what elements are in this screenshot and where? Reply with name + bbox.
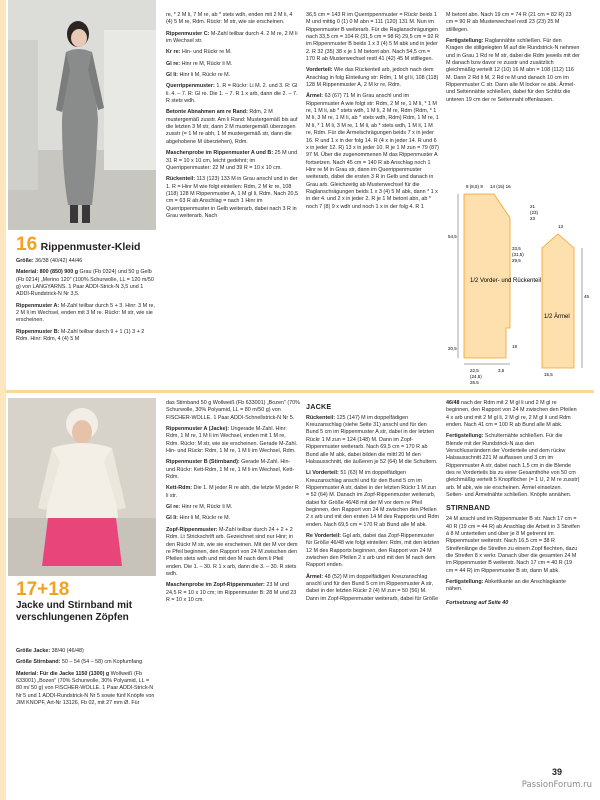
dim-sleeve-bottom: 15,5 <box>544 372 553 377</box>
paragraph: Gl li: Hinr li M, Rückr re M. <box>166 515 231 522</box>
paragraph: Größe: 36/38 (40/42) 44/46 <box>16 258 83 264</box>
body-piece-shape <box>464 194 510 358</box>
paragraph: Maschenprobe im Rippenmuster A und B: 25 M und 31 R = 10 x 10 cm, leicht gedehnt; im Querrippenmuster: 22 M und 39 R = 10 x 10 cm. <box>166 150 298 171</box>
article16-title-block <box>16 232 156 258</box>
paragraph: Größe Stirnband: 50 – 54 (54 – 58) cm Kopfumfang <box>16 659 143 666</box>
paragraph: M betont abn. Nach 19 cm = 74 R (21 cm = 82 R) 23 cm = 90 R ab Musterwechsel restl 23 (23) 25 M stilllegen. <box>446 12 572 33</box>
paragraph: Re Vorderteil: Ggl arb, dabei das Zopf-Rippenmuster für Größe 46/48 wie folgt einteilen: Rdm, mit den letzten 12 M des Rapports beginnen, den Rapport von 24 M zwischen den Pfeilen 2 x arb und mit den M nach dem Rapport enden. <box>306 532 440 569</box>
watermark: PassionForum.ru <box>521 780 592 791</box>
pattern-schematic <box>446 178 594 384</box>
paragraph: Gl re: Hinr re M, Rückr li M. <box>166 60 233 67</box>
paragraph: Gl re: Hinr re M, Rückr li M. <box>166 504 233 511</box>
paragraph: Li Vorderteil: 51 (63) M im doppelfädigen Kreuzanschlag anschl und für den Bund 5 cm im Rippenmuster A str, dabei in der letzten Rückr 1 M zun = 52 (64) M. Danach im Zopf-Rippenmuster weiterarb, dabei für Größe 46/48 mit der M vor dem re Pfeil beginnen, den Rapport von 24 M zwischen den Pfeilen 2 x arb und mit den ersten 14 M des Rapports und Rdm enden. Nach 69,5 cm = 170 R ab Bund alle M abk. <box>306 470 440 528</box>
paragraph: Material: Für die Jacke 1150 (1300) g Wollweiß (Fb 633001) „Bozen" (70% Schurwolle, 30% Polyamid, LL = 80 m/ 50 g) von FISCHER-WOLLE. 1 Paar ADDI-Strick-N Nr 5 und 1 ADDI-Rundstrick-N Nr 5 sowie fünf Knöpfe von JIM KNOPF, Art-Nr 13126, Fb 02, mit 27 mm Ø. Für <box>16 670 155 707</box>
paragraph: Rippenmuster B: M-Zahl teilbar durch 9 + 1 (1) 3 + 2 Rdm. Hinr: Rdm, 4 (4) 5 M <box>16 328 145 343</box>
continuation-note: Fortsetzung auf Seite 40 <box>446 599 509 606</box>
dim-top-left: 8 (8,5) 9 <box>466 184 483 189</box>
paragraph: Fertigstellung: Schulternähte schließen. Für die Blende mit der Rundstrick-N aus den Verschlussrändern der Vorderteile und dem rückw Halsausschnitt 221 M auffassen und 3 cm im Rippenmuster A str, dabei nach 1,5 cm in die Blende des re Vorderteils bis zu einer Gesamthöhe von 50 cm gleichmäßig verteilt 5 Knopflöcher (= 1 U, 2 M re zusstr) arb. M abk, wie sie erscheinen. Ärmel einsetzen. Seiten- und Ärmelnähte schließen. Knöpfe annähen. <box>446 433 580 499</box>
paragraph: Größe Jacke: 38/40 (46/48) <box>16 648 84 654</box>
article16-col4 <box>446 12 580 182</box>
dim-armhole-2: (31,5) <box>512 252 524 257</box>
dim-sleeve-top: 13 <box>558 224 564 229</box>
article17-col4 <box>446 400 580 768</box>
dim-sleeve-length: 45 <box>584 294 590 299</box>
jacket-photo <box>8 398 156 576</box>
article17-title-block <box>16 580 156 642</box>
section-divider <box>6 390 594 393</box>
paragraph: Rippenmuster A (Jacke): Ungerade M-Zahl. Hinr: Rdm, 1 M re, 1 M li im Wechsel, enden mit 1 M re, Rdm. Rückr: M str, wie sie erscheinen. Gerade M-Zahl. Hin- und Rückr: Rdm, 1 M re, 1 M li im Wechsel, Rdm. <box>166 426 298 455</box>
dim-left-height: 54,5 <box>448 234 457 239</box>
paragraph: das Stirnband 50 g Wollweiß (Fb 633001) „Bozen" (70% Schurwolle, 30% Polyamid, LL = 80 m/50 g) von FISCHER-WOLLE. 1 Paar ADDI-Schnellstrick-N Nr 5. <box>166 400 300 421</box>
page-number: 39 <box>551 766 562 777</box>
dim-bottom-width-2: (24,5) <box>470 374 482 379</box>
jacke-heading: JACKE <box>306 402 332 411</box>
dim-armhole-3: 29,5 <box>512 258 521 263</box>
dim-right-top: 21 <box>530 204 536 209</box>
article16-col2 <box>166 12 300 384</box>
side-accent-stripe <box>0 0 6 800</box>
paragraph: Rippenmuster B (Stirnband): Gerade M-Zahl. Hin- und Rückr: Kett-Rdm, 1 M re, 1 M li im Wechsel, Kett-Rdm. <box>166 459 295 481</box>
paragraph: Ärmel: 48 (52) M im doppelfädigen Kreuzanschlag anschl und für den Bund 5 cm im Rippenmuster A str, dabei in der letzten Rückr 2 (4) M zun = 50 (56) M. Dann im Zopf-Rippenmuster weiterarb, dabei für Größe <box>306 573 439 602</box>
article17-col2 <box>166 400 300 780</box>
paragraph: Kett-Rdm: Die 1. M jeder R re abh, die letzte M jeder R li str. <box>166 485 299 499</box>
jacket-photo-illustration <box>8 398 156 576</box>
paragraph: 36,5 cm = 143 R im Querrippenmuster = Rückr beids 1 M und mittig 0 (1) 0 M abn = 111 (120) 131 M. Nun im Rippenmuster B weiterarb. Für die Raglanschrägungen nach 33,5 cm = 104 R (31,5 cm = 98 R) 29,5 cm = 92 R im Rippenmuster B beids 1 x 3 (4) 5 M abk und in jeder 2. R 32 (35) 38 x je 1 M betont abn. Nach 54,5 cm = 170 R ab Musterwechsel restl 41 (42) 45 M stilllegen. <box>306 12 439 63</box>
article16-col3 <box>306 12 440 384</box>
article17-col3 <box>306 400 440 780</box>
paragraph: Rippenmuster C: M-Zahl teilbar durch 4. 2 M re, 2 M li im Wechsel str. <box>166 30 298 45</box>
dim-hem: 20,5 <box>448 346 457 351</box>
dim-top-mid: 14 (15) 16 <box>490 184 511 189</box>
dim-bottom-width-3: 26,5 <box>470 380 479 384</box>
paragraph: Rippenmuster A: M-Zahl teilbar durch 5 + 3. Hinr: 3 M re, 2 M li im Wechsel, enden mit 3 M re. Rückr: M str, wie sie erscheinen. <box>16 302 155 324</box>
paragraph: 24 M anschl und im Rippenmuster B str. Nach 17 cm = 40 R (19 cm = 44 R) ab Anschlag die Arbeit in 3 Streifen à 8 M unterteilen und über je 8 M getrennt im Rippenmuster weiterstr. Nach 16,5 cm = 38 R Streifenlänge die Streifen zu einem Zopf flechten, dazu die Streifen 8 x verkr. Danach über die gesamten 24 M im Rippenmuster B weiterstr. Nach 17 cm = 40 R (19 cm = 44 R) im Rippenmuster B str, dann M abk. <box>446 516 580 574</box>
paragraph: Zopf-Rippenmuster: M-Zahl teilbar durch 24 + 2 + 2 Rdm. Lt Strickschrift arb. Gezeichnet sind nur Hinr; in den Rückr M str, wie sie erscheinen. Mit der M vor dem re Pfeil beginnen, den Rapport von 24 M zwischen den Pfeilen stets wdh und mit den M nach dem li Pfeil enden. Die 1. – 30. R 1 x arb, dann die 3. – 30. R stets wdh. <box>166 526 298 577</box>
paragraph: Ärmel: 63 (67) 71 M in Grau anschl und im Rippenmuster A wie folgt str: Rdm, 2 M re, 1 M li, * 1 M re, 1 M li, ab * stets wdh, 1 M li, 2 M re, Rdm (Rdm, * 1 M li, 3 M re, 1 M li, ab * stets wdh, Rdm) Rdm, 1 M re, 1 M li, * 1 M li, 3 M re, 1 M li, ab * stets wdh, 1 M li, 1 M re, Rdm. Für die Ärmelschrägungen beids 7 x in jeder 16. R und 1 x in der folg 14. R (4 x in jeder 14. R und 6 x in jeder 12. R) 13 x in jeder 10. R je 1 M zun = 79 (87) 97 M. Über die zugenommenen M das Rippenmuster A fortsetzen. Nach 45 cm = 140 R ab Anschlag noch 1 Hinr re M in Grau str, dann im Querrippenmuster weiterarb, dabei die ersten 3 R in Gelb und danach in Grau arb. Gleichzeitig ab Musterwechsel für die Raglanschrägungen beids 1 x 3 (4) 5 M abk, dann * 1 x in der 4. und 2 x in jeder 2. R je 1 M betont abn, ab * noch 7 (8) 9 x wdh und noch 1 x in der folg 4. R 1 <box>306 93 439 210</box>
paragraph: Rückenteil: 113 (123) 133 M in Grau anschl und in der 1. R = Hinr M wie folgt einteilen: Rdm, 2 M kr re, 108 (118) 128 M Rippenmuster A, 1 M gl li, Rdm. Nach 20,5 cm = 63 R ab Anschlag = nach 1 Hinr im Querrippenmuster in Gelb weiterarb, dabei nach 3 R in Grau weiterarb. Nach <box>166 176 299 219</box>
paragraph: Kr re: Hin- und Rückr re M. <box>166 49 232 56</box>
stirnband-heading: STIRNBAND <box>446 503 491 513</box>
paragraph: Material: 800 (850) 900 g Grau (Fb 0324) und 50 g Gelb (Fb 0214) „Merino 120" (100% Schurwolle, LL = 120 m/50 g) von LANGYARNS. 1 Paar ADDI-Strick-N 3,5 und 1 ADDI-Rundstrick-N Nr 3,5. <box>16 269 154 298</box>
article16-number: 16 <box>16 234 38 255</box>
dim-bottom-width: 22,5 <box>470 368 479 373</box>
dress-photo <box>8 0 156 230</box>
dim-slit: 19 <box>512 344 518 349</box>
paragraph: 46/48 nach der Rdm mit 2 M gl li und 2 M gl re beginnen, den Rapport von 24 M zwischen den Pfeilen 4 x arb und mit 2 M gl li, 2 M gl re, 2 M gl li und Rdm enden. Nach 41 cm = 100 R ab Bund alle M abk. <box>446 400 577 429</box>
sleeve-piece-shape <box>542 234 574 368</box>
paragraph: Fertigstellung: Abkettkante an die Anschlagkante nähen. <box>446 579 566 593</box>
paragraph: Maschenprobe im Zopf-Rippenmuster: 23 M und 24,5 R = 10 x 10 cm; im Rippenmuster B: 28 M und 23 R = 10 x 10 cm. <box>166 582 297 603</box>
dim-right-top-3: 23 <box>530 216 536 221</box>
paragraph: Querrippenmuster: 1. R = Rückr: Li M. 2. und 3. R: Gl li. 4. – 7. R: Gl re. Die 1. – 7. R 1 x arb, dann die 2. – 7. R stets wdh. <box>166 83 298 105</box>
dim-bottom-right: 3,5 <box>498 368 505 373</box>
dim-right-top-2: (23) <box>530 210 539 215</box>
dim-armhole: 33,5 <box>512 246 521 251</box>
paragraph: Betonte Abnahmen am re Rand: Rdm, 2 M mustergemäß zusstr. Am li Rand: Mustergemäß bis auf die letzten 3 M str, dann 2 M mustergemäß überzogen zusstr (= 1 M re abh, 1 M mustergemäß str, dann die abgehobene M überziehen), Rdm. <box>166 109 298 145</box>
article16-title: Rippenmuster-Kleid <box>40 241 141 253</box>
article16-col1 <box>16 258 156 378</box>
article17-title: Jacke und Stirnband mit verschlungenen Zöpfen <box>16 599 133 624</box>
paragraph: Gl li: Hinr li M, Rückr re M. <box>166 72 231 79</box>
paragraph: Rückenteil: 125 (147) M im doppelfädigen Kreuzanschlag (siehe Seite 31) anschl und für den Bund 5 cm im Rippenmuster A str, dabei in der letzten Rückr 1 M zun = 124 (148) M. Dann im Zopf-Rippenmuster weiterarb. Nach 69,5 cm = 170 R ab Bund alle M abk, dabei bilden die mittl 20 M den Halsausschnitt, die äußeren je 52 (64) M die Schultern. <box>306 414 438 465</box>
paragraph: Vorderteil: Wie das Rückenteil arb, jedoch nach dem Anschlag in folg Einteilung str: Rdm, 1 M gl li, 108 (118) 128 M Rippenmuster A, 2 M kr re, Rdm. <box>306 67 439 89</box>
sleeve-piece-label: 1/2 Ärmel <box>544 314 570 320</box>
article17-col1 <box>16 648 156 780</box>
article17-number: 17+18 <box>16 580 70 600</box>
paragraph: Fertigstellung: Raglannähte schließen. Für den Kragen die stillgelegten M auf die Rundstrick-N nehmen und in Grau 1 Rd re M str, dabei die Rdm jeweils mit der M danach bzw davor re zusstr und zusätzlich gleichmäßig verteilt 12 (10) 16 M abn = 108 (112) 116 M. Dann 2 Rd li M, 2 Rd re M und danach 10 cm im Rippenmuster C str. Dann alle M locker re abk. Ärmel- und Seitennähte schließen, dabei für den Schlitz die unteren 19 cm der re Seitennaht offenlassen. <box>446 38 580 103</box>
paragraph: re, * 2 M li, 7 M re, ab * stets wdh, enden mit 2 M li, 4 (4) 5 M re, Rdm. Rückr: M str, wie sie erscheinen. <box>166 12 293 26</box>
dress-photo-illustration <box>8 0 156 230</box>
body-piece-label: 1/2 Vorder- und Rückenteil <box>470 278 542 284</box>
